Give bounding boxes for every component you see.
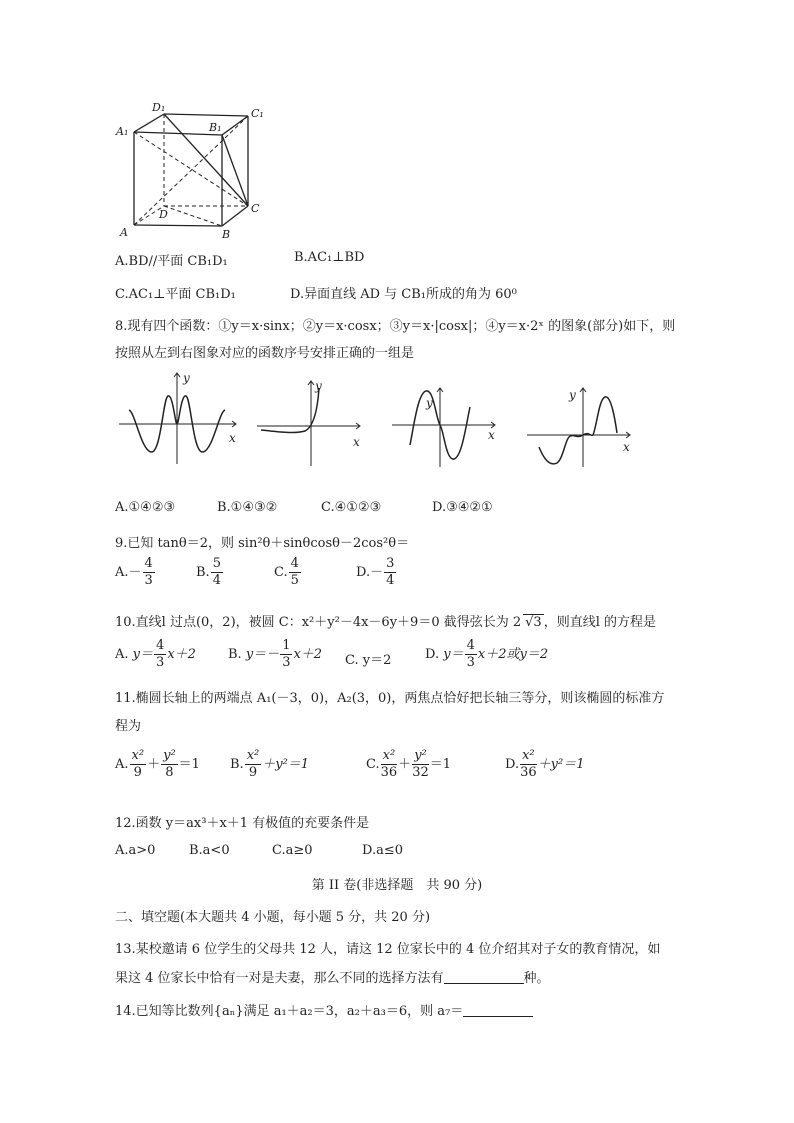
q14-stem: 14.已知等比数列{aₙ}满足 a₁＋a₂＝3，a₂＋a₃＝6，则 a₇＝ — [115, 1000, 533, 1019]
q12-stem: 12.函数 y＝ax³＋x＋1 有极值的充要条件是 — [115, 816, 370, 831]
q9-option-b: B. $\frac{5}{4}$ — [196, 556, 221, 588]
graph-2-y-label: y — [315, 379, 322, 393]
q13-answer-blank[interactable] — [444, 971, 524, 984]
q8-stem-line1: 8.现有四个函数：①y＝x·sinx；②y＝x·cosx；③y＝x·|cosx|；④y＝x·2ˣ 的图象(部分)如下，则 — [115, 319, 676, 334]
label-B: B — [222, 228, 231, 240]
q11-stem-line1: 11.椭圆长轴上的两端点 A₁(－3，0)，A₂(3，0)，两焦点恰好把长轴三等分，则该椭圆的标准方 — [115, 691, 665, 706]
graph-1-y-label: y — [183, 371, 190, 385]
q12-option-a: A.a>0 — [115, 843, 156, 858]
q12-option-c: C.a≥0 — [272, 843, 313, 858]
q8-option-c: C.④①②③ — [321, 500, 382, 515]
q10-option-d: D. y＝ $\frac{4}{3}$ x＋2或y＝2 — [425, 638, 549, 670]
label-D1: D₁ — [152, 101, 166, 114]
label-C: C — [251, 202, 260, 215]
label-A1: A₁ — [116, 125, 129, 138]
q10-option-a: A. y＝ $\frac{4}{3}$ x＋2 — [115, 638, 196, 670]
graph-4-y-label: y — [569, 388, 576, 402]
q10-option-c: C. y＝2 — [345, 653, 392, 668]
graph-1-x-label: x — [229, 431, 236, 445]
q8-option-d: D.③④②① — [432, 500, 493, 515]
label-B1: B₁ — [209, 121, 222, 134]
graph-3-x-label: x — [488, 428, 495, 442]
graph-4 — [525, 385, 635, 470]
q11-option-d: D. $\frac{\text{x²}}{36}$ ＋y²＝1 — [505, 748, 585, 780]
q13-stem-line2: 果这 4 位家长中恰有一对是夫妻，那么不同的选择方法有 种。 — [115, 971, 550, 986]
q11-option-b: B. $\frac{\text{x²}}{9}$ ＋y²＝1 — [230, 748, 310, 780]
graph-3-y-label: y — [426, 396, 433, 410]
q9-stem: 9.已知 tanθ＝2，则 sin²θ＋sinθcosθ－2cos²θ＝ — [115, 536, 410, 551]
q11-option-c: C. $\frac{\text{x²}}{36}$ ＋ $\frac{\text{y²}}{32}$ ＝1 — [366, 748, 452, 780]
label-A: A — [120, 226, 128, 239]
graph-2 — [255, 378, 365, 468]
graph-4-x-label: x — [623, 440, 630, 454]
label-D: D — [159, 208, 168, 221]
q10-stem: 10.直线l 过点(0，2)，被圆 C：x²＋y²－4x－6y＋9＝0 截得弦长为 2 √3 ，则直线l 的方程是 — [115, 615, 656, 630]
q7-option-b: B.AC₁⊥BD — [294, 250, 365, 265]
graph-1 — [115, 368, 245, 468]
graph-3 — [390, 385, 500, 470]
q12-option-b: B.a<0 — [189, 843, 230, 858]
q7-option-a: A.BD//平面 CB₁D₁ — [115, 254, 228, 269]
cube-figure — [112, 100, 272, 240]
q10-option-b: B. y＝－ $\frac{1}{3}$ x＋2 — [228, 638, 323, 670]
cube-hidden-edges — [134, 114, 248, 226]
q14-answer-blank[interactable] — [463, 1004, 533, 1017]
q8-option-b: B.①④③② — [217, 500, 278, 515]
q11-stem-line2: 程为 — [115, 719, 142, 734]
q11-option-a: A. $\frac{\text{x²}}{9}$ ＋ $\frac{\text{y²}}{8}$ ＝1 — [115, 748, 200, 780]
part2-title: 第 II 卷(非选择题 共 90 分) — [311, 878, 483, 893]
q12-option-d: D.a≤0 — [362, 843, 404, 858]
q8-option-a: A.①④②③ — [115, 500, 176, 515]
q9-option-c: C. $\frac{4}{5}$ — [274, 556, 299, 588]
q9-option-d: D.－ $\frac{3}{4}$ — [356, 556, 395, 588]
section2-heading: 二、填空题(本大题共 4 小题，每小题 5 分，共 20 分) — [115, 910, 431, 925]
q8-stem-line2: 按照从左到右图象对应的函数序号安排正确的一组是 — [115, 346, 415, 361]
q7-option-c: C.AC₁⊥平面 CB₁D₁ — [115, 287, 236, 302]
label-C1: C₁ — [251, 107, 264, 120]
graph-2-x-label: x — [353, 435, 360, 449]
q7-option-d: D.异面直线 AD 与 CB₁所成的角为 60⁰ — [290, 287, 517, 302]
q13-stem-line1: 13.某校邀请 6 位学生的父母共 12 人，请这 12 位家长中的 4 位介绍其对子女的教育情况，如 — [115, 942, 661, 957]
q9-option-a: A.－ $\frac{4}{3}$ — [115, 556, 153, 588]
